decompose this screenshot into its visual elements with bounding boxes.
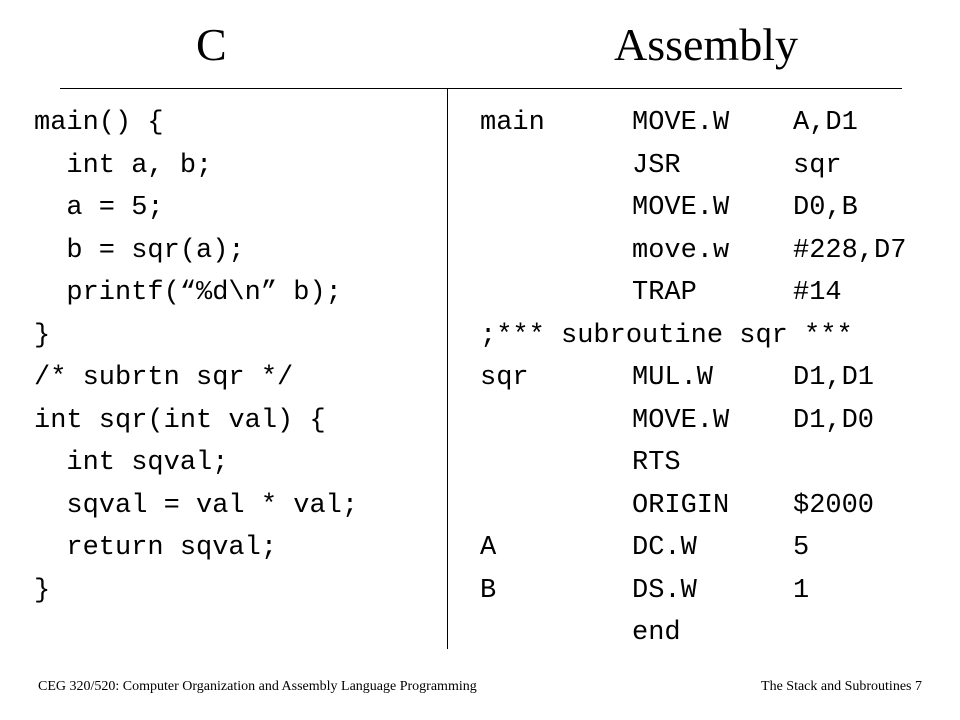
assembly-operand: #14 (793, 278, 842, 308)
assembly-opcode: DC.W (632, 533, 697, 563)
assembly-operand: 1 (793, 575, 810, 606)
c-code-line: int sqval; (34, 448, 229, 478)
assembly-opcode: MUL.W (632, 363, 714, 393)
assembly-opcode: TRAP (632, 278, 697, 308)
c-code-line: printf(“%d\n” b); (34, 278, 342, 308)
column-divider (447, 89, 448, 649)
assembly-operand: A,D1 (793, 108, 858, 138)
assembly-operand: D1,D1 (793, 363, 875, 393)
assembly-comment: ;*** subroutine sqr *** (480, 320, 853, 351)
c-code-line: a = 5; (34, 193, 164, 223)
assembly-opcode: end (632, 618, 681, 648)
assembly-opcode: ORIGIN (632, 490, 730, 521)
slide-footer: The Stack and Subroutines 7 (761, 679, 922, 694)
c-code-line: b = sqr(a); (34, 235, 245, 266)
heading-divider (60, 88, 902, 89)
assembly-operand: sqr (793, 150, 842, 181)
assembly-label: B (480, 575, 497, 606)
assembly-label: A (480, 533, 497, 563)
c-code-listing (34, 102, 358, 612)
c-code-line: sqval = val * val; (34, 490, 359, 521)
assembly-heading: Assembly (614, 19, 798, 70)
assembly-opcode: MOVE.W (632, 405, 730, 436)
assembly-label: main (480, 108, 545, 138)
c-code-line: int sqr(int val) { (34, 405, 326, 436)
c-code-line: } (34, 320, 51, 351)
c-code-line: /* subrtn sqr */ (34, 363, 294, 393)
assembly-opcode: MOVE.W (632, 193, 730, 223)
assembly-opcode: DS.W (632, 575, 697, 606)
assembly-opcode: move.w (632, 235, 730, 266)
assembly-opcode: MOVE.W (632, 108, 730, 138)
assembly-operand: #228,D7 (793, 235, 907, 266)
assembly-opcode: JSR (632, 150, 681, 181)
c-heading: C (196, 19, 227, 70)
c-code-line: int a, b; (34, 150, 213, 181)
assembly-label: sqr (480, 363, 529, 393)
course-footer: CEG 320/520: Computer Organization and Assembly Language Programming (38, 679, 477, 694)
c-code-line: main() { (34, 108, 164, 138)
assembly-operand: D1,D0 (793, 405, 875, 436)
assembly-operand: 5 (793, 533, 810, 563)
assembly-operand: D0,B (793, 193, 858, 223)
assembly-opcode: RTS (632, 448, 681, 478)
c-code-line: return sqval; (34, 533, 278, 563)
c-code-line: } (34, 575, 51, 606)
assembly-operand: $2000 (793, 490, 875, 521)
